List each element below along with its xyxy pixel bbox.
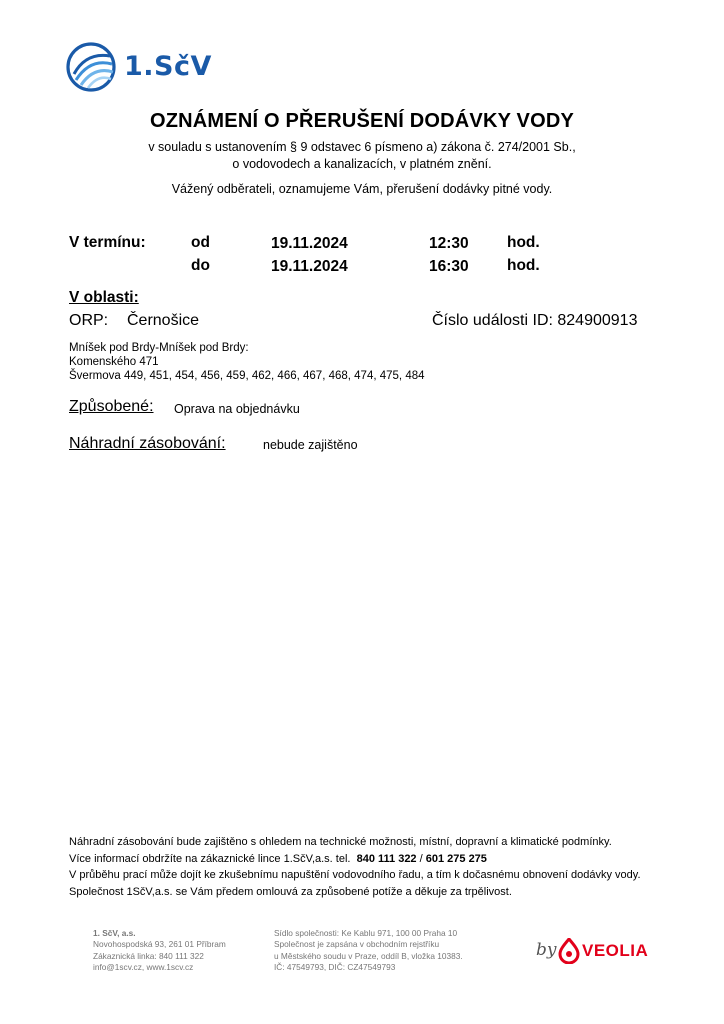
term-to-time: 16:30 bbox=[429, 258, 469, 275]
list-item: Komenského 471 bbox=[69, 356, 159, 368]
orp-value: Černošice bbox=[127, 312, 200, 329]
registration-line: Sídlo společnosti: Ke Kablu 971, 100 00 Praha 10 bbox=[274, 928, 458, 938]
supply-value: nebude zajištěno bbox=[263, 438, 358, 452]
term-from-word: od bbox=[191, 234, 210, 251]
registration-line: Společnost je zapsána v obchodním rejstříku bbox=[274, 939, 440, 950]
partner-name: VEOLIA bbox=[582, 941, 649, 960]
term-label: V termínu: bbox=[69, 234, 146, 251]
cause-value: Oprava na objednávku bbox=[174, 402, 300, 416]
term-from-date: 19.11.2024 bbox=[271, 235, 348, 252]
term-to-date: 19.11.2024 bbox=[271, 258, 348, 275]
term-from-time: 12:30 bbox=[429, 235, 469, 252]
veolia-drop-icon bbox=[558, 938, 580, 964]
phone-separator: / bbox=[419, 852, 423, 865]
partner-by: by bbox=[536, 940, 557, 960]
event-id: Číslo události ID: 824900913 bbox=[432, 312, 638, 329]
company-logo bbox=[66, 42, 236, 92]
footer-line-2 bbox=[69, 851, 641, 868]
registration-line: IČ: 47549793, DIČ: CZ47549793 bbox=[274, 961, 396, 972]
footer-line-1: Náhradní zásobování bude zajištěno s ohledem na technické možnosti, místní, dopravní a klimatické podmínky. bbox=[69, 836, 612, 848]
footer-note bbox=[69, 834, 641, 900]
term-to-word: do bbox=[191, 257, 210, 274]
company-registration bbox=[274, 928, 463, 973]
list-item: Švermova 449, 451, 454, 456, 459, 462, 466, 467, 468, 474, 475, 484 bbox=[69, 370, 425, 382]
cause-label: Způsobené: bbox=[69, 398, 154, 415]
address-line: 1. SčV, a.s. bbox=[93, 928, 136, 938]
legal-line-1: v souladu s ustanovením § 9 odstavec 6 písmeno a) zákona č. 274/2001 Sb., bbox=[148, 140, 576, 154]
notice-title: OZNÁMENÍ O PŘERUŠENÍ DODÁVKY VODY bbox=[149, 110, 575, 132]
address-line: Novohospodská 93, 261 01 Příbram bbox=[93, 939, 226, 950]
address-line: info@1scv.cz, www.1scv.cz bbox=[93, 961, 194, 972]
logo-text: 1.SčV bbox=[124, 51, 212, 82]
registration-line: u Městského soudu v Praze, oddíl B, vložka 10383. bbox=[274, 950, 463, 961]
address-line: Zákaznická linka: 840 111 322 bbox=[93, 950, 204, 961]
orp-label: ORP: bbox=[69, 312, 109, 329]
footer-line-3: V průběhu prací může dojít ke zkušebnímu napuštění vodovodního řadu, a tím k dočasnému obnovení dodávky vody. bbox=[69, 869, 641, 881]
phone-2: 601 275 275 bbox=[425, 852, 487, 865]
phone-1: 840 111 322 bbox=[356, 852, 417, 865]
legal-line-2: o vodovodech a kanalizacích, v platném znění. bbox=[232, 157, 492, 171]
footer-line-4: Společnost 1SčV,a.s. se Vám předem omlouvá za způsobené potíže a děkuje za trpělivost. bbox=[69, 885, 512, 898]
footer-line-2-text: Více informací obdržíte na zákaznické lince 1.SčV,a.s. tel. bbox=[69, 852, 351, 865]
location-list bbox=[69, 341, 425, 383]
term-to-unit: hod. bbox=[507, 257, 540, 274]
greeting: Vážený odběrateli, oznamujeme Vám, přerušení dodávky pitné vody. bbox=[171, 182, 553, 196]
company-address bbox=[93, 928, 226, 973]
logo-swirl-icon bbox=[66, 42, 118, 92]
area-label: V oblasti: bbox=[69, 289, 139, 306]
supply-label: Náhradní zásobování: bbox=[69, 435, 226, 452]
partner-logo bbox=[536, 938, 666, 966]
term-from-unit: hod. bbox=[507, 234, 540, 251]
list-item: Mníšek pod Brdy-Mníšek pod Brdy: bbox=[69, 342, 249, 354]
